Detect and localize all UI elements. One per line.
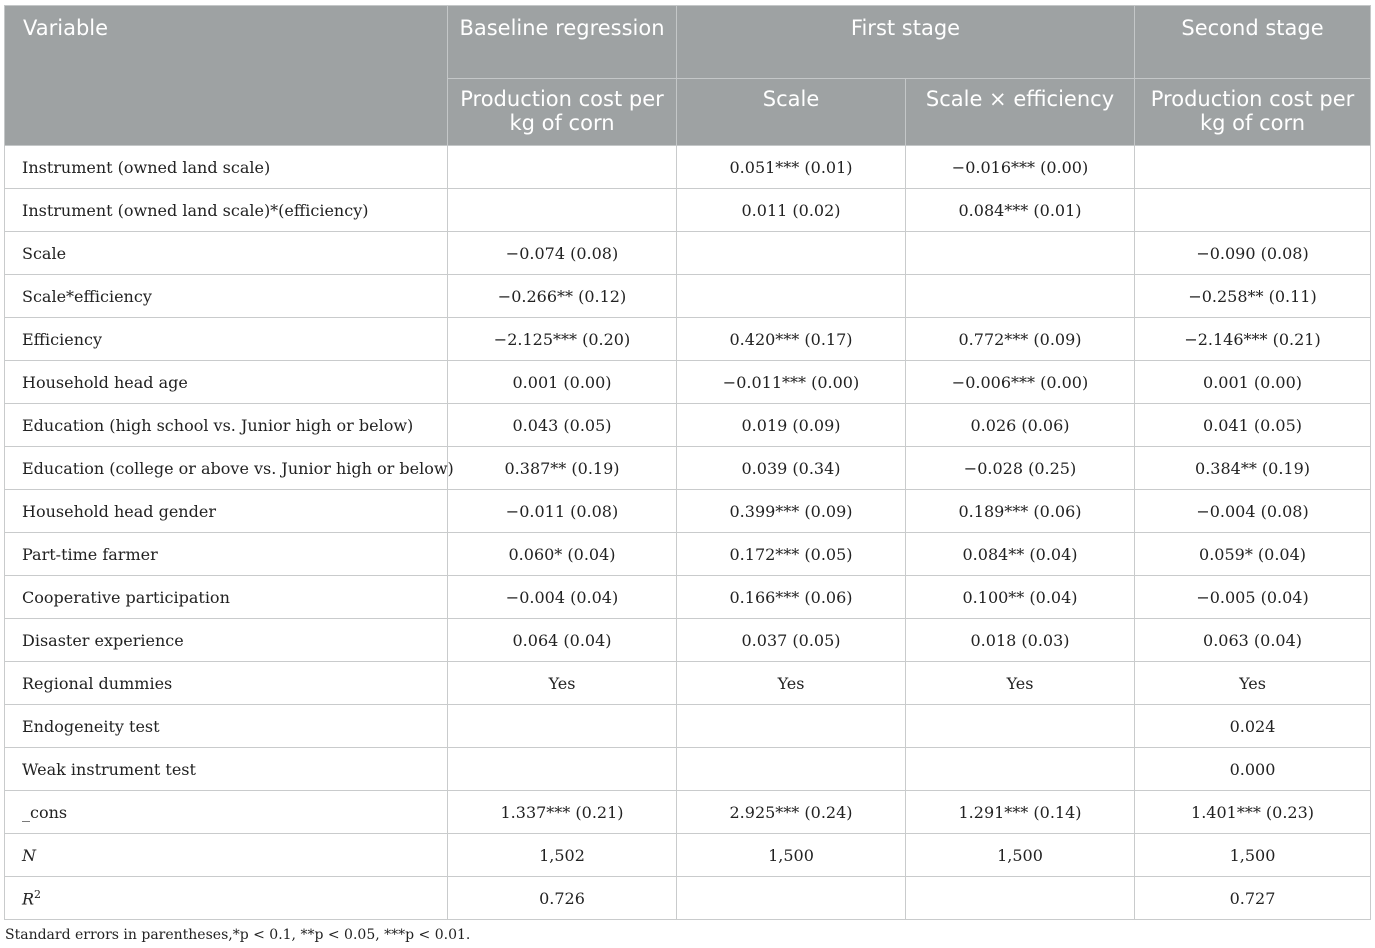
cell-scale-efficiency — [906, 232, 1135, 275]
cell-scale-efficiency — [906, 748, 1135, 791]
cell-second-stage: 0.384** (0.19) — [1135, 447, 1371, 490]
cell-scale-efficiency: 0.189*** (0.06) — [906, 490, 1135, 533]
table-row — [5, 447, 1371, 490]
row-label: Scale*efficiency — [5, 275, 448, 318]
cell-second-stage: 0.001 (0.00) — [1135, 361, 1371, 404]
cell-scale: 0.172*** (0.05) — [677, 533, 906, 576]
row-label: Efficiency — [5, 318, 448, 361]
row-label: Part-time farmer — [5, 533, 448, 576]
cell-scale — [677, 748, 906, 791]
row-label: Instrument (owned land scale)*(efficiency) — [5, 189, 448, 232]
cell-scale-efficiency: 0.084*** (0.01) — [906, 189, 1135, 232]
cell-scale: Yes — [677, 662, 906, 705]
cell-scale: 0.039 (0.34) — [677, 447, 906, 490]
table-row — [5, 275, 1371, 318]
cell-baseline — [448, 748, 677, 791]
cell-scale-efficiency: 1,500 — [906, 834, 1135, 877]
cell-scale-efficiency — [906, 275, 1135, 318]
cell-scale: 0.399*** (0.09) — [677, 490, 906, 533]
r-squared-superscript: 2 — [34, 887, 42, 901]
cell-second-stage: −0.090 (0.08) — [1135, 232, 1371, 275]
cell-second-stage: −0.258** (0.11) — [1135, 275, 1371, 318]
cell-scale — [677, 877, 906, 920]
cell-scale: −0.011*** (0.00) — [677, 361, 906, 404]
table-row — [5, 146, 1371, 189]
cell-scale: 0.420*** (0.17) — [677, 318, 906, 361]
cell-scale-efficiency: −0.028 (0.25) — [906, 447, 1135, 490]
row-label: Household head gender — [5, 490, 448, 533]
cell-baseline — [448, 189, 677, 232]
cell-scale-efficiency: 0.026 (0.06) — [906, 404, 1135, 447]
header-second-dependent: Production cost per kg of corn — [1135, 79, 1371, 146]
cell-scale-efficiency — [906, 705, 1135, 748]
cell-scale-efficiency: 0.018 (0.03) — [906, 619, 1135, 662]
cell-scale: 0.019 (0.09) — [677, 404, 906, 447]
row-label: Household head age — [5, 361, 448, 404]
header-baseline-dependent: Production cost per kg of corn — [448, 79, 677, 146]
cell-scale — [677, 705, 906, 748]
header-variable: Variable — [5, 6, 448, 146]
table-row — [5, 705, 1371, 748]
cell-scale: 2.925*** (0.24) — [677, 791, 906, 834]
table-footnote: Standard errors in parentheses,*p < 0.1, **p < 0.05, ***p < 0.01. — [5, 927, 471, 943]
cell-baseline: 0.064 (0.04) — [448, 619, 677, 662]
cell-second-stage: 0.000 — [1135, 748, 1371, 791]
table-row — [5, 318, 1371, 361]
header-first-stage: First stage — [677, 6, 1135, 79]
table-row — [5, 490, 1371, 533]
table-header — [5, 6, 1371, 146]
table-row — [5, 361, 1371, 404]
cell-scale-efficiency: 0.772*** (0.09) — [906, 318, 1135, 361]
cell-scale — [677, 275, 906, 318]
cell-second-stage — [1135, 146, 1371, 189]
cell-scale: 0.011 (0.02) — [677, 189, 906, 232]
header-scale-efficiency: Scale × efficiency — [906, 79, 1135, 146]
table-row — [5, 877, 1371, 920]
cell-baseline: 0.387** (0.19) — [448, 447, 677, 490]
regression-table-container — [4, 5, 1370, 943]
row-label: Regional dummies — [5, 662, 448, 705]
cell-second-stage: 0.059* (0.04) — [1135, 533, 1371, 576]
cell-baseline — [448, 705, 677, 748]
cell-second-stage: −2.146*** (0.21) — [1135, 318, 1371, 361]
row-label: N — [5, 834, 448, 877]
table-row — [5, 576, 1371, 619]
row-label: Endogeneity test — [5, 705, 448, 748]
table-row — [5, 404, 1371, 447]
cell-baseline — [448, 146, 677, 189]
header-baseline-regression: Baseline regression — [448, 6, 677, 79]
cell-second-stage: 1.401*** (0.23) — [1135, 791, 1371, 834]
cell-baseline: 0.043 (0.05) — [448, 404, 677, 447]
row-label: Cooperative participation — [5, 576, 448, 619]
cell-baseline: −0.011 (0.08) — [448, 490, 677, 533]
table-body — [5, 146, 1371, 920]
cell-second-stage: 0.041 (0.05) — [1135, 404, 1371, 447]
cell-scale: 0.051*** (0.01) — [677, 146, 906, 189]
cell-scale: 0.037 (0.05) — [677, 619, 906, 662]
cell-second-stage: 0.024 — [1135, 705, 1371, 748]
cell-scale-efficiency: 0.084** (0.04) — [906, 533, 1135, 576]
cell-second-stage: 0.063 (0.04) — [1135, 619, 1371, 662]
cell-scale-efficiency — [906, 877, 1135, 920]
row-label: Scale — [5, 232, 448, 275]
table-row — [5, 232, 1371, 275]
row-label: Disaster experience — [5, 619, 448, 662]
r-squared-symbol: R — [22, 889, 35, 909]
row-label: Education (college or above vs. Junior high or below) — [5, 447, 448, 490]
cell-scale-efficiency: −0.016*** (0.00) — [906, 146, 1135, 189]
row-label: Weak instrument test — [5, 748, 448, 791]
header-second-stage: Second stage — [1135, 6, 1371, 79]
cell-second-stage: Yes — [1135, 662, 1371, 705]
cell-scale-efficiency: −0.006*** (0.00) — [906, 361, 1135, 404]
row-label — [5, 877, 448, 920]
cell-scale — [677, 232, 906, 275]
table-row — [5, 189, 1371, 232]
regression-table — [4, 5, 1371, 920]
cell-scale: 1,500 — [677, 834, 906, 877]
cell-scale: 0.166*** (0.06) — [677, 576, 906, 619]
cell-second-stage — [1135, 189, 1371, 232]
cell-scale-efficiency: Yes — [906, 662, 1135, 705]
cell-baseline: 0.060* (0.04) — [448, 533, 677, 576]
cell-baseline: 0.001 (0.00) — [448, 361, 677, 404]
cell-baseline: −0.266** (0.12) — [448, 275, 677, 318]
table-row — [5, 791, 1371, 834]
cell-baseline: 1,502 — [448, 834, 677, 877]
cell-baseline: Yes — [448, 662, 677, 705]
table-row — [5, 662, 1371, 705]
cell-baseline: 1.337*** (0.21) — [448, 791, 677, 834]
cell-second-stage: 1,500 — [1135, 834, 1371, 877]
table-row — [5, 748, 1371, 791]
table-row — [5, 533, 1371, 576]
table-row — [5, 619, 1371, 662]
row-label: Instrument (owned land scale) — [5, 146, 448, 189]
cell-second-stage: −0.005 (0.04) — [1135, 576, 1371, 619]
cell-second-stage: 0.727 — [1135, 877, 1371, 920]
row-label: _cons — [5, 791, 448, 834]
table-row — [5, 834, 1371, 877]
cell-scale-efficiency: 0.100** (0.04) — [906, 576, 1135, 619]
cell-baseline: 0.726 — [448, 877, 677, 920]
cell-baseline: −2.125*** (0.20) — [448, 318, 677, 361]
cell-baseline: −0.074 (0.08) — [448, 232, 677, 275]
cell-scale-efficiency: 1.291*** (0.14) — [906, 791, 1135, 834]
header-scale: Scale — [677, 79, 906, 146]
row-label: Education (high school vs. Junior high or below) — [5, 404, 448, 447]
cell-second-stage: −0.004 (0.08) — [1135, 490, 1371, 533]
cell-baseline: −0.004 (0.04) — [448, 576, 677, 619]
